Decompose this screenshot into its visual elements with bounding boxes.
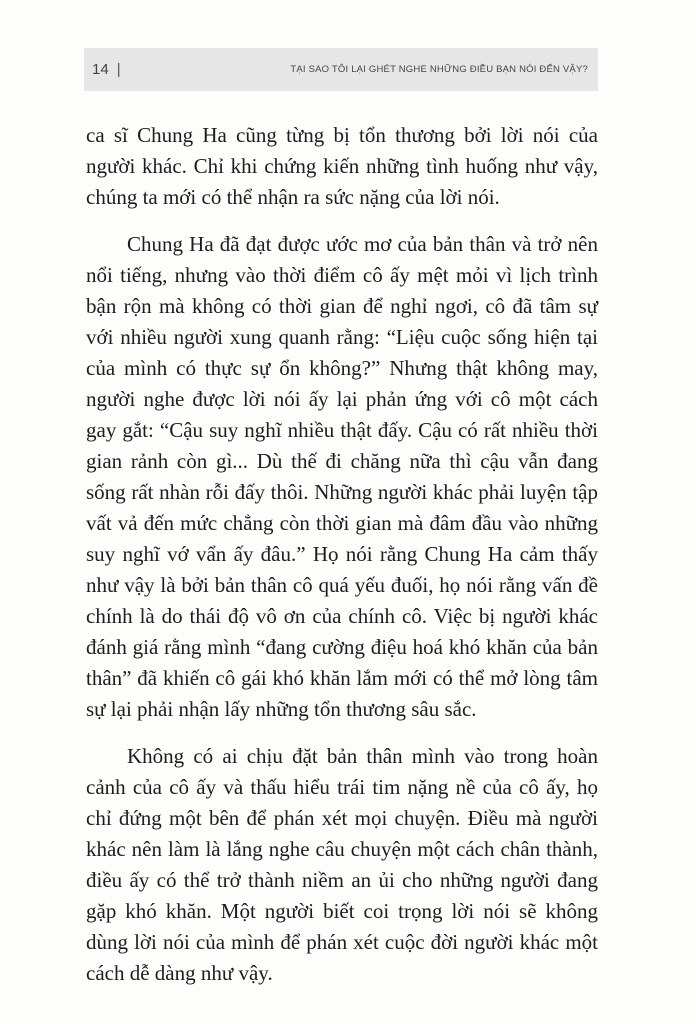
page-number: 14 bbox=[92, 61, 109, 78]
paragraph-chung-ha-story: Chung Ha đã đạt được ước mơ của bản thân và trở nên nổi tiếng, nhưng vào thời điểm cô ấy mệt mỏi vì lịch trình bận rộn mà không có thời gian để nghỉ ngơi, cô đã tâm sự với nhiều người xung quanh rằng: “Liệu cuộc sống hiện tại của mình có thực sự ổn không?” Nhưng thật không may, người nghe được lời nói ấy lại phản ứng với cô một cách gay gắt: “Cậu suy nghĩ nhiều thật đấy. Cậu có rất nhiều thời gian rảnh còn gì... Dù thế đi chăng nữa thì cậu vẫn đang sống rất nhàn rỗi đấy thôi. Những người khác phải luyện tập vất vả đến mức chẳng còn thời gian mà đâm đầu vào những suy nghĩ vớ vẩn ấy đâu.” Họ nói rằng Chung Ha cảm thấy như vậy là bởi bản thân cô quá yếu đuối, họ nói rằng vấn đề chính là do thái độ vô ơn của chính cô. Việc bị người khác đánh giá rằng mình “đang cường điệu hoá khó khăn của bản thân” đã khiến cô gái khó khăn lắm mới có thể mở lòng tâm sự lại phải nhận lấy những tổn thương sâu sắc. bbox=[86, 232, 598, 721]
header-separator: | bbox=[116, 61, 121, 78]
running-title: TẠI SAO TÔI LẠI GHÉT NGHE NHỮNG ĐIỀU BẠN NÓI ĐẾN VẬY? bbox=[290, 64, 588, 75]
paragraph-continued: ca sĩ Chung Ha cũng từng bị tổn thương bởi lời nói của người khác. Chỉ khi chứng kiến những tình huống như vậy, chúng ta mới có thể nhận ra sức nặng của lời nói. bbox=[86, 123, 598, 209]
page-header bbox=[84, 48, 598, 91]
body-text bbox=[86, 120, 598, 989]
paragraph-conclusion: Không có ai chịu đặt bản thân mình vào trong hoàn cảnh của cô ấy và thấu hiểu trái tim nặng nề của cô ấy, họ chỉ đứng một bên để phán xét mọi chuyện. Điều mà người khác nên làm là lắng nghe câu chuyện một cách chân thành, điều ấy có thể trở thành niềm an ủi cho những người đang gặp khó khăn. Một người biết coi trọng lời nói sẽ không dùng lời nói của mình để phán xét cuộc đời người khác một cách dễ dàng như vậy. bbox=[86, 744, 598, 985]
